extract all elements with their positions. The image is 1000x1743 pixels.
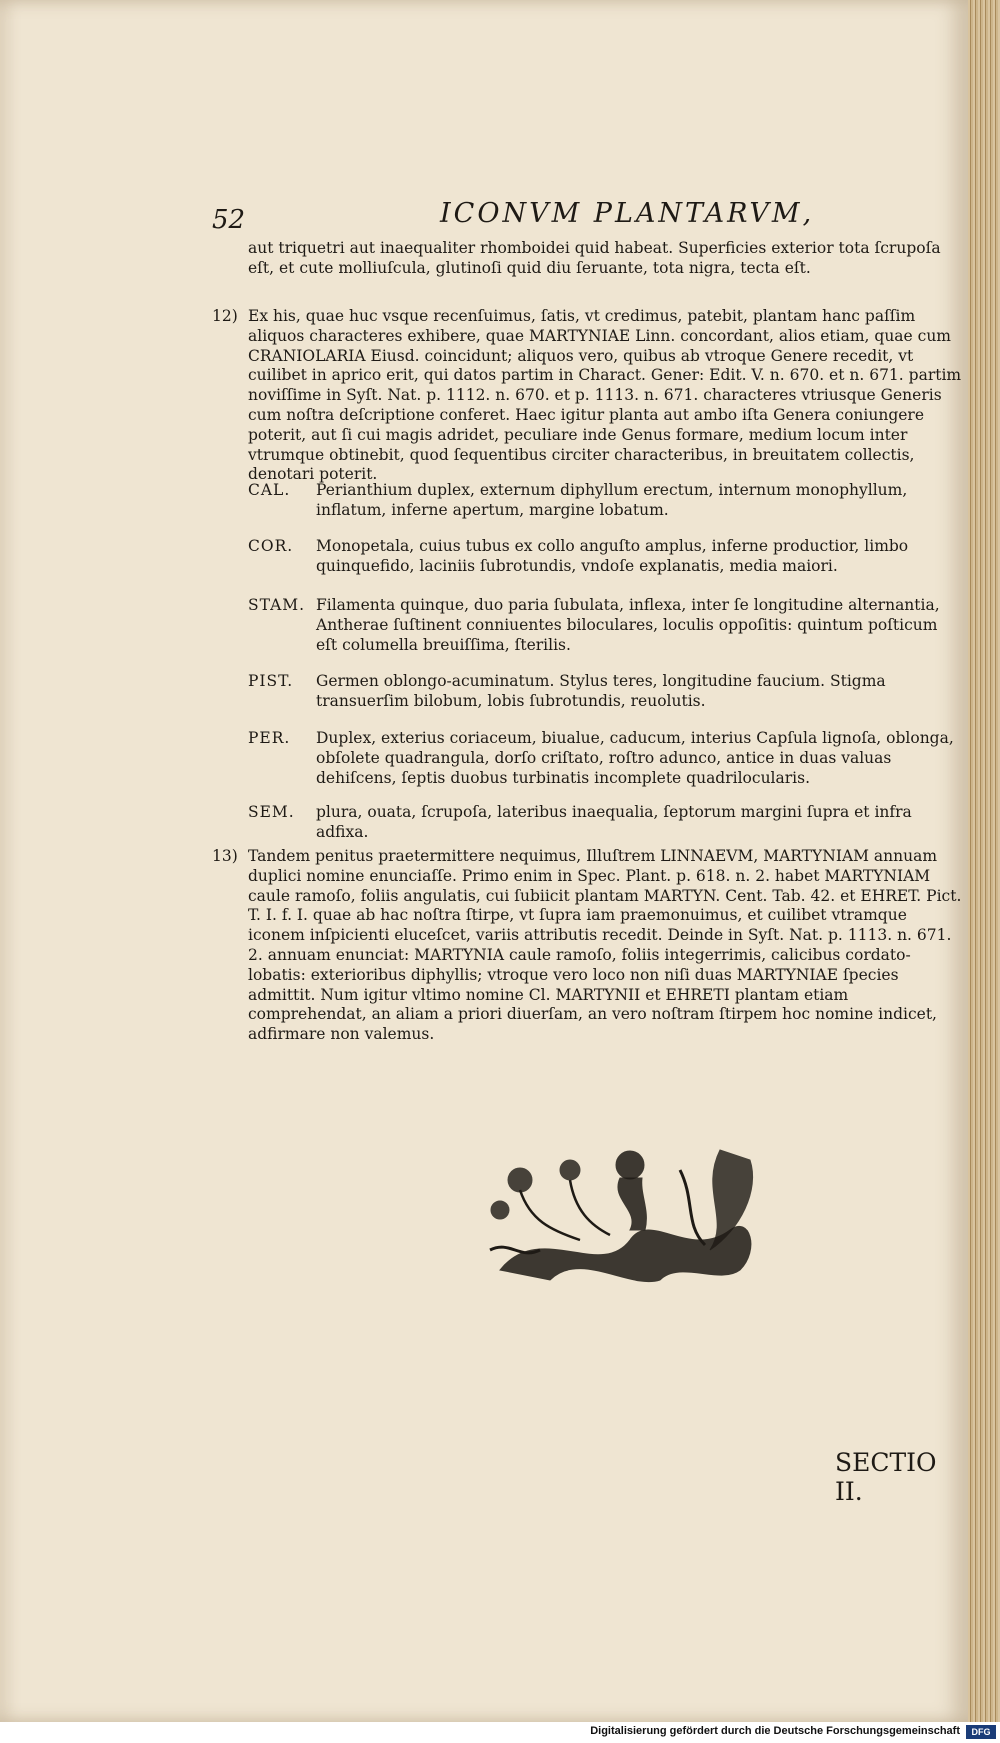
character-label: PIST. bbox=[248, 672, 294, 690]
paragraph-13: Tandem penitus praetermittere nequimus, Illuſtrem LINNAEVM, MARTYNIAM annuam duplici nomine enunciaſſe. Primo enim in Spec. Plant. p. 618. n. 2. habet MARTYNIAM caule ramoſo, foliis angulatis, cui ſubiicit plantam MARTYN. Cent. Tab. 42. et EHRET. Pict. T. I. f. I. quae ab hac noſtra ſtirpe, vt ſupra iam praemonuimus, et cuilibet vtramque iconem inſpicienti eluceſcet, variis attributis recedit. Deinde in Syſt. Nat. p. 1113. n. 671. 2. annuam enunciat: MARTYNIA caule ramoſo, foliis integerrimis, calicibus cordato-lobatis: exterioribus diphyllis; vtroque vero loco non niſi duas MARTYNIAE ſpecies admittit. Num igitur vltimo nomine Cl. MARTYNII et EHRETI plantam etiam comprehendat, an aliam a priori diuerſam, an vero noſtram ſtirpem hoc nomine indicet, adfirmare non valemus. bbox=[248, 847, 962, 1044]
ornament-vignette-icon bbox=[480, 1130, 770, 1290]
character-text: plura, ouata, ſcrupoſa, lateribus inaequalia, ſeptorum margini ſupra et infra adfixa. bbox=[316, 803, 912, 841]
character-sem bbox=[248, 803, 963, 841]
character-text: Filamenta quinque, duo paria ſubulata, inflexa, inter ſe longitudine alternantia, Antherae ſuſtinent conniuentes biloculares, loculis oppoſitis: quintum poſticum eſt columella breuiſſima, ſterilis. bbox=[316, 596, 940, 654]
character-stam bbox=[248, 596, 963, 661]
continuation-paragraph: aut triquetri aut inaequaliter rhomboidei quid habeat. Superficies exterior tota ſcrupoſa eſt, et cute molliuſcula, glutinoſi quid diu ſeruante, tota nigra, tecta eſt. bbox=[248, 239, 941, 277]
character-per bbox=[248, 729, 963, 794]
paragraph-12: Ex his, quae huc vsque recenſuimus, ſatis, vt credimus, patebit, plantam hanc paſſim aliquos characteres exhibere, quae MARTYNIAE Linn. concordant, alios etiam, quae cum CRANIOLARIA Eiusd. coincidunt; aliquos vero, quibus ab vtroque Genere recedit, vt cuilibet in aprico erit, qui datos partim in Charact. Gener: Edit. V. n. 670. et n. 671. partim noviſſime in Syſt. Nat. p. 1112. n. 670. et p. 1113. n. 671. characteres vtriusque Generis cum noſtra deſcriptione conferet. Haec igitur planta aut ambo iſta Genera coniungere poterit, aut ſi cui magis adridet, peculiare inde Genus formare, medium locum inter vtrumque obtinebit, quod ſequentibus circiter characteribus, in breuitatem collectis, denotari poterit. bbox=[248, 307, 962, 484]
footer-credit: Digitalisierung gefördert durch die Deutsche Forschungsgemeinschaft bbox=[590, 1725, 960, 1737]
character-pist bbox=[248, 672, 963, 717]
paragraph-number-12: 12) bbox=[212, 307, 238, 325]
catchword: SECTIO II. bbox=[835, 1448, 937, 1506]
character-text: Perianthium duplex, externum diphyllum erectum, internum monophyllum, inflatum, inferne apertum, margine lobatum. bbox=[316, 481, 908, 519]
character-label: SEM. bbox=[248, 803, 295, 821]
page-edge bbox=[968, 0, 1000, 1722]
dfg-logo-icon: DFG bbox=[966, 1725, 996, 1739]
character-cor bbox=[248, 537, 963, 582]
footer-bar bbox=[0, 1722, 1000, 1743]
character-cal bbox=[248, 481, 963, 526]
page-number: 52 bbox=[212, 205, 246, 235]
character-text: Duplex, exterius coriaceum, biualue, caducum, interius Capſula lignoſa, oblonga, obſolete quadrangula, dorſo criſtato, roſtro adunco, antice in duas valuas dehiſcens, ſeptis duobus turbinatis incomplete quadrilocularis. bbox=[316, 729, 954, 787]
character-text: Monopetala, cuius tubus ex collo anguſto amplus, inferne productior, limbo quinquefido, laciniis ſubrotundis, vndoſe explanatis, media maiori. bbox=[316, 537, 909, 575]
paragraph-number-13: 13) bbox=[212, 847, 238, 865]
running-title: ICONVM PLANTARVM, bbox=[440, 198, 815, 229]
character-label: PER. bbox=[248, 729, 291, 747]
character-label: STAM. bbox=[248, 596, 306, 614]
character-label: COR. bbox=[248, 537, 294, 555]
character-label: CAL. bbox=[248, 481, 291, 499]
character-text: Germen oblongo-acuminatum. Stylus teres, longitudine faucium. Stigma transuerſim bilobum, lobis ſubrotundis, reuolutis. bbox=[316, 672, 886, 710]
